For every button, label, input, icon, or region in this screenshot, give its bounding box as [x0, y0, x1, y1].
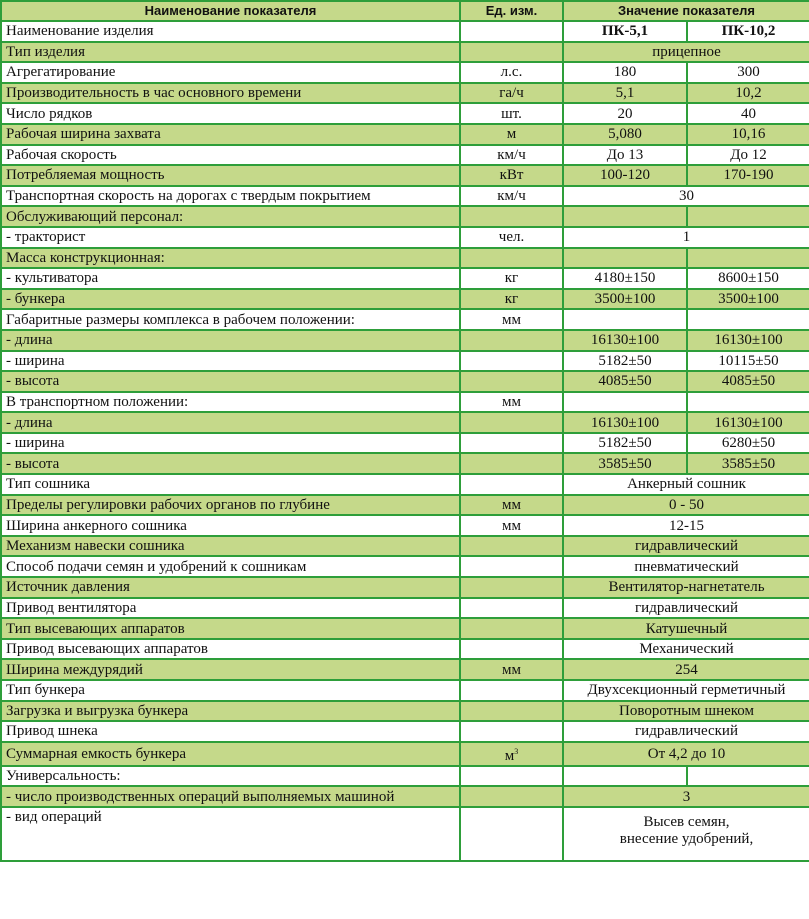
table-row: [1, 103, 809, 124]
row-value-pk51: 5,1: [563, 83, 687, 104]
row-value-pk51: 100-120: [563, 165, 687, 186]
row-value-pk102: До 12: [687, 145, 809, 166]
row-value: гидравлический: [563, 598, 809, 619]
row-unit: [460, 165, 563, 186]
row-unit: [460, 103, 563, 124]
row-name: Агрегатирование: [1, 62, 460, 83]
row-unit-text: га/ч: [499, 85, 524, 102]
row-name: Тип сошника: [1, 474, 460, 495]
table-row: [1, 495, 809, 516]
table-row: [1, 21, 809, 42]
row-unit: [460, 577, 563, 598]
row-unit: [460, 598, 563, 619]
row-value-pk102: [687, 309, 809, 330]
row-name: Загрузка и выгрузка бункера: [1, 701, 460, 722]
table-row: [1, 433, 809, 454]
row-value-pk51: 5182±50: [563, 351, 687, 372]
row-value-pk51: ПК-5,1: [563, 21, 687, 42]
table-row: [1, 742, 809, 766]
row-unit: [460, 206, 563, 227]
row-value: 30: [563, 186, 809, 207]
row-unit-text: чел.: [498, 229, 525, 246]
table-header-row: [1, 1, 809, 21]
row-unit-text: мм: [502, 517, 521, 534]
row-name: Привод шнека: [1, 721, 460, 742]
row-name: Универсальность:: [1, 766, 460, 787]
row-value: прицепное: [563, 42, 809, 63]
table-row: [1, 412, 809, 433]
table-row: [1, 807, 809, 861]
table-row: [1, 453, 809, 474]
table-row: [1, 227, 809, 248]
row-unit: [460, 433, 563, 454]
row-value: 1: [563, 227, 809, 248]
row-name: - ширина: [1, 351, 460, 372]
row-name: Рабочая скорость: [1, 145, 460, 166]
row-value-pk51: 20: [563, 103, 687, 124]
row-name: Привод высевающих аппаратов: [1, 639, 460, 660]
row-name: Суммарная емкость бункера: [1, 742, 460, 766]
row-unit-text: кг: [504, 291, 519, 308]
row-unit: [460, 392, 563, 413]
row-name: - бункера: [1, 289, 460, 310]
row-unit: [460, 766, 563, 787]
row-name: Пределы регулировки рабочих органов по глубине: [1, 495, 460, 516]
row-name: - длина: [1, 412, 460, 433]
row-value-pk51: [563, 766, 687, 787]
row-name: - число производственных операций выполняемых машиной: [1, 786, 460, 807]
row-value-pk51: 3500±100: [563, 289, 687, 310]
row-name: Транспортная скорость на дорогах с твердым покрытием: [1, 186, 460, 207]
row-value-pk102: 16130±100: [687, 330, 809, 351]
row-value-pk102: 10115±50: [687, 351, 809, 372]
row-unit: [460, 453, 563, 474]
table-body: [1, 21, 809, 861]
row-name: Ширина междурядий: [1, 659, 460, 680]
table-row: [1, 515, 809, 536]
row-value-pk51: [563, 206, 687, 227]
table-row: [1, 536, 809, 557]
row-unit-text: км/ч: [497, 146, 526, 163]
row-name: Габаритные размеры комплекса в рабочем положении:: [1, 309, 460, 330]
row-unit: [460, 186, 563, 207]
row-value-pk102: 300: [687, 62, 809, 83]
row-name: Источник давления: [1, 577, 460, 598]
row-value-pk102: 3585±50: [687, 453, 809, 474]
row-name: - высота: [1, 371, 460, 392]
row-unit: [460, 42, 563, 63]
row-name: Производительность в час основного времени: [1, 83, 460, 104]
row-name: Масса конструкционная:: [1, 248, 460, 269]
table-row: [1, 124, 809, 145]
row-value: 3: [563, 786, 809, 807]
row-value: гидравлический: [563, 721, 809, 742]
table-row: [1, 289, 809, 310]
row-value-pk51: 5182±50: [563, 433, 687, 454]
table-row: [1, 598, 809, 619]
row-unit-text: л.с.: [500, 64, 523, 81]
row-name: Рабочая ширина захвата: [1, 124, 460, 145]
row-name: Ширина анкерного сошника: [1, 515, 460, 536]
table-row: [1, 556, 809, 577]
row-value-pk102: [687, 206, 809, 227]
row-unit: [460, 412, 563, 433]
table-row: [1, 371, 809, 392]
table-row: [1, 474, 809, 495]
row-value-line: Высев семян,: [643, 813, 730, 830]
row-name: Потребляемая мощность: [1, 165, 460, 186]
row-value: гидравлический: [563, 536, 809, 557]
row-unit: [460, 62, 563, 83]
row-unit: [460, 556, 563, 577]
row-unit: [460, 227, 563, 248]
table-row: [1, 83, 809, 104]
row-value: пневматический: [563, 556, 809, 577]
table-row: [1, 42, 809, 63]
row-unit-text: кг: [504, 270, 519, 287]
row-unit: [460, 124, 563, 145]
row-name: - длина: [1, 330, 460, 351]
row-unit: [460, 618, 563, 639]
header-name: Наименование показателя: [1, 1, 460, 21]
row-unit-text: мм: [502, 393, 521, 410]
row-value-pk51: До 13: [563, 145, 687, 166]
row-unit-text: шт.: [501, 105, 522, 122]
row-name: - ширина: [1, 433, 460, 454]
row-unit: [460, 21, 563, 42]
row-name: Тип изделия: [1, 42, 460, 63]
row-value-pk51: 4180±150: [563, 268, 687, 289]
table-row: [1, 165, 809, 186]
row-value-pk102: ПК-10,2: [687, 21, 809, 42]
table-row: [1, 330, 809, 351]
row-unit-text: мм: [502, 661, 521, 678]
row-value-pk51: 16130±100: [563, 412, 687, 433]
row-value-pk51: [563, 248, 687, 269]
row-value-pk102: [687, 766, 809, 787]
row-unit-text: км/ч: [497, 188, 526, 205]
row-name: Способ подачи семян и удобрений к сошникам: [1, 556, 460, 577]
row-unit: [460, 742, 563, 766]
row-value-pk51: 4085±50: [563, 371, 687, 392]
row-value-pk51: [563, 309, 687, 330]
row-unit-text: мм: [502, 311, 521, 328]
row-value-pk102: 3500±100: [687, 289, 809, 310]
row-value-pk51: 3585±50: [563, 453, 687, 474]
table-row: [1, 766, 809, 787]
row-value-pk102: 4085±50: [687, 371, 809, 392]
table-row: [1, 577, 809, 598]
row-unit: [460, 474, 563, 495]
row-value-pk102: 170-190: [687, 165, 809, 186]
row-name: - вид операций: [1, 807, 460, 861]
row-name: Привод вентилятора: [1, 598, 460, 619]
row-value: Вентилятор-нагнетатель: [563, 577, 809, 598]
row-unit: [460, 680, 563, 701]
row-unit: [460, 309, 563, 330]
row-unit: [460, 248, 563, 269]
row-value-pk102: 10,2: [687, 83, 809, 104]
row-value: Двухсекционный герметичный: [563, 680, 809, 701]
row-name: Наименование изделия: [1, 21, 460, 42]
row-value-pk51: 5,080: [563, 124, 687, 145]
table-row: [1, 701, 809, 722]
row-value-pk51: 16130±100: [563, 330, 687, 351]
row-unit: [460, 515, 563, 536]
row-name: - высота: [1, 453, 460, 474]
table-row: [1, 721, 809, 742]
row-unit: [460, 807, 563, 861]
row-value-pk102: 40: [687, 103, 809, 124]
row-unit: [460, 330, 563, 351]
row-name: В транспортном положении:: [1, 392, 460, 413]
row-unit: [460, 536, 563, 557]
row-unit: [460, 268, 563, 289]
table-row: [1, 639, 809, 660]
table-row: [1, 351, 809, 372]
row-name: - культиватора: [1, 268, 460, 289]
header-unit: Ед. изм.: [460, 1, 563, 21]
table-row: [1, 62, 809, 83]
row-name: Тип высевающих аппаратов: [1, 618, 460, 639]
row-name: Тип бункера: [1, 680, 460, 701]
row-name: Механизм навески сошника: [1, 536, 460, 557]
row-value: 254: [563, 659, 809, 680]
table-row: [1, 248, 809, 269]
row-value: 12-15: [563, 515, 809, 536]
row-value-pk51: [563, 392, 687, 413]
table-row: [1, 206, 809, 227]
row-value-pk102: 16130±100: [687, 412, 809, 433]
row-unit-text: кВт: [499, 167, 524, 184]
row-unit: [460, 371, 563, 392]
row-value-pk102: 8600±150: [687, 268, 809, 289]
row-unit-superscript: 3: [514, 746, 519, 756]
row-value: [563, 807, 809, 861]
row-unit: [460, 145, 563, 166]
row-name: Обслуживающий персонал:: [1, 206, 460, 227]
row-value: Анкерный сошник: [563, 474, 809, 495]
row-value: Поворотным шнеком: [563, 701, 809, 722]
row-unit: [460, 659, 563, 680]
row-unit: [460, 289, 563, 310]
row-value-line: внесение удобрений,: [619, 830, 754, 847]
table-row: [1, 145, 809, 166]
row-unit-text: мм: [502, 496, 521, 513]
row-value-pk102: 6280±50: [687, 433, 809, 454]
row-value-pk102: [687, 248, 809, 269]
row-unit: [460, 701, 563, 722]
table-row: [1, 618, 809, 639]
row-value: Механический: [563, 639, 809, 660]
row-value-pk51: 180: [563, 62, 687, 83]
row-name: - тракторист: [1, 227, 460, 248]
row-name: Число рядков: [1, 103, 460, 124]
row-unit: [460, 639, 563, 660]
table-row: [1, 268, 809, 289]
table-row: [1, 186, 809, 207]
row-unit-text: м: [506, 126, 517, 143]
row-value-pk102: 10,16: [687, 124, 809, 145]
table-row: [1, 392, 809, 413]
row-value: От 4,2 до 10: [563, 742, 809, 766]
row-unit: [460, 83, 563, 104]
row-unit-text: м: [504, 747, 515, 764]
row-unit: [460, 351, 563, 372]
row-value: Катушечный: [563, 618, 809, 639]
row-unit: [460, 786, 563, 807]
row-value-pk102: [687, 392, 809, 413]
table-row: [1, 786, 809, 807]
table-row: [1, 659, 809, 680]
table-row: [1, 680, 809, 701]
row-value: 0 - 50: [563, 495, 809, 516]
table-row: [1, 309, 809, 330]
row-unit: [460, 721, 563, 742]
header-value: Значение показателя: [563, 1, 809, 21]
row-unit: [460, 495, 563, 516]
